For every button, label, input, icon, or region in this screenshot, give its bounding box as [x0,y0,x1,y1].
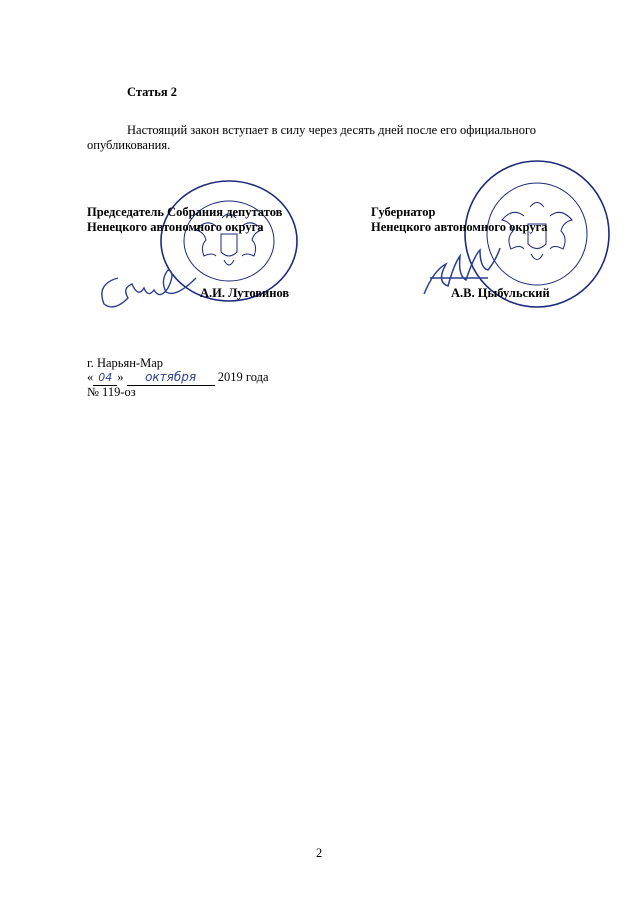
date-day: 04 [93,370,117,386]
right-signer-name: А.В. Цыбульский [451,286,550,300]
law-number: № 119-оз [87,385,136,399]
date-year: 2019 года [217,370,269,384]
date-month: октября [127,370,215,386]
article-heading: Статья 2 [127,85,177,99]
date-line [87,370,269,386]
page-number: 2 [316,846,323,860]
right-signer-title-line2: Ненецкого автономного округа [371,220,548,234]
article-text-line1: Настоящий закон вступает в силу через десять дней после его официального [127,123,537,137]
left-signer-title-line1: Председатель Собрания депутатов [87,205,283,219]
left-signer-title-line2: Ненецкого автономного округа [87,220,264,234]
date-quote-open: « [87,370,94,384]
place: г. Нарьян-Мар [87,356,164,370]
left-handwritten-signature [96,266,206,312]
right-signer-title-line1: Губернатор [371,205,436,219]
left-signer-name: А.И. Лутовинов [200,286,290,300]
date-quote-close: » [117,370,124,384]
article-text-line2: опубликования. [87,138,171,152]
